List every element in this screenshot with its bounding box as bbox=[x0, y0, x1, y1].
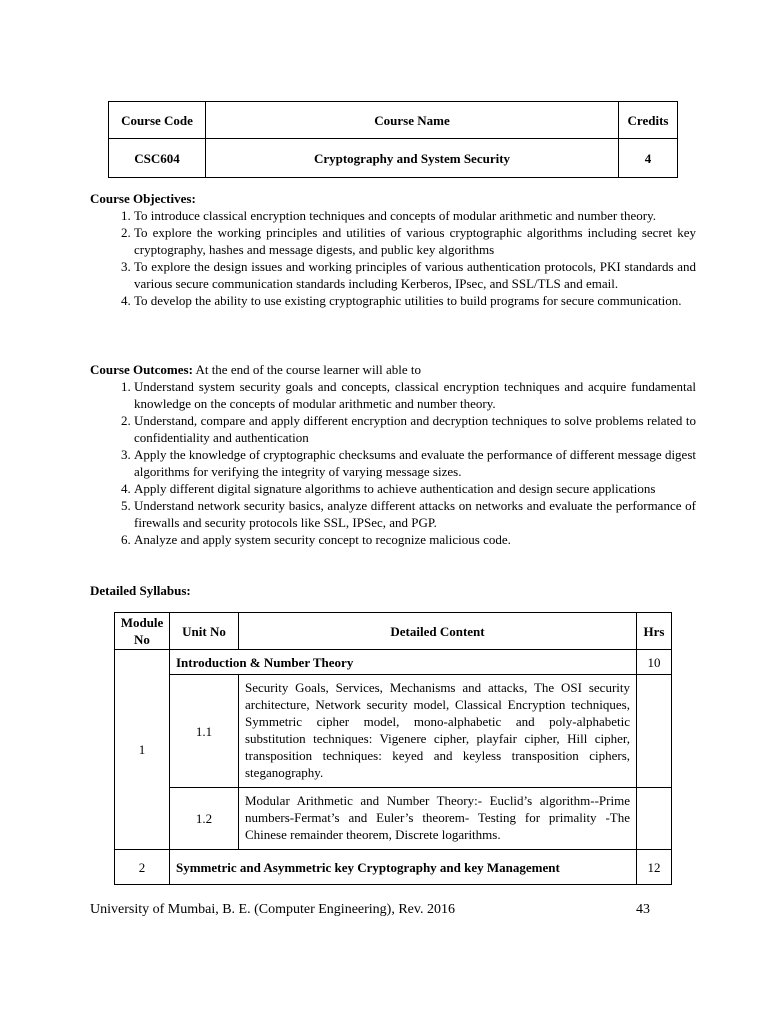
credits-header: Credits bbox=[619, 102, 678, 139]
module-1-no: 1 bbox=[115, 650, 170, 850]
page-footer bbox=[90, 901, 650, 918]
hrs-header: Hrs bbox=[637, 613, 672, 650]
outcome-item: 3. Apply the knowledge of cryptographic checksums and evaluate the performance of different message digest algorithms for verifying the integrity of varying message sizes. bbox=[134, 446, 696, 480]
module-2-no: 2 bbox=[115, 850, 170, 885]
module-no-header: Module No bbox=[115, 613, 170, 650]
outcome-item: 6. Analyze and apply system security concept to recognize malicious code. bbox=[134, 531, 696, 548]
outcomes-heading-line bbox=[90, 361, 696, 378]
course-table bbox=[108, 101, 678, 178]
unit-1-2-hrs bbox=[637, 788, 672, 850]
course-outcomes bbox=[90, 361, 696, 548]
objective-item: 3. To explore the design issues and working principles of various authentication protocols, PKI standards and various secure communication standards including Kerberos, IPsec, and SSL/TLS and email. bbox=[134, 258, 696, 292]
objective-item: 2. To explore the working principles and utilities of various cryptographic algorithms including secret key cryptography, hashes and message digests, and public key algorithms bbox=[134, 224, 696, 258]
detailed-content-header: Detailed Content bbox=[239, 613, 637, 650]
unit-1-2-no: 1.2 bbox=[170, 788, 239, 850]
course-code-header: Course Code bbox=[109, 102, 206, 139]
outcomes-list bbox=[90, 378, 696, 548]
module-2-title: Symmetric and Asymmetric key Cryptography and key Management bbox=[170, 850, 637, 885]
course-code-value: CSC604 bbox=[109, 139, 206, 178]
unit-1-1-hrs bbox=[637, 675, 672, 788]
unit-no-header: Unit No bbox=[170, 613, 239, 650]
course-objectives bbox=[90, 190, 696, 309]
outcome-item: 5. Understand network security basics, analyze different attacks on networks and evaluate the performance of firewalls and security protocols like SSL, IPSec, and PGP. bbox=[134, 497, 696, 531]
objectives-list bbox=[90, 207, 696, 309]
outcome-item: 1. Understand system security goals and concepts, classical encryption techniques and acquire fundamental knowledge on the concepts of modular arithmetic and number theory. bbox=[134, 378, 696, 412]
outcomes-intro: At the end of the course learner will able to bbox=[192, 362, 422, 377]
outcome-item: 4. Apply different digital signature algorithms to achieve authentication and design secure applications bbox=[134, 480, 696, 497]
module-2-hrs: 12 bbox=[637, 850, 672, 885]
objectives-heading: Course Objectives: bbox=[90, 191, 196, 206]
unit-1-1-no: 1.1 bbox=[170, 675, 239, 788]
outcomes-heading: Course Outcomes: bbox=[90, 362, 193, 377]
credits-value: 4 bbox=[619, 139, 678, 178]
page-number: 43 bbox=[636, 902, 650, 917]
unit-1-2-content: Modular Arithmetic and Number Theory:- Euclid’s algorithm--Prime numbers-Fermat’s and Euler’s theorem- Testing for primality -The Chinese remainder theorem, Discrete logarithms. bbox=[239, 788, 637, 850]
footer-text: University of Mumbai, B. E. (Computer Engineering), Rev. 2016 bbox=[90, 902, 455, 917]
outcome-item: 2. Understand, compare and apply different encryption and decryption techniques to solve problems related to confidentiality and authentication bbox=[134, 412, 696, 446]
objective-item: 1. To introduce classical encryption techniques and concepts of modular arithmetic and number theory. bbox=[134, 207, 696, 224]
syllabus-heading: Detailed Syllabus: bbox=[90, 583, 191, 598]
course-name-header: Course Name bbox=[206, 102, 619, 139]
syllabus-table bbox=[114, 612, 672, 885]
objective-item: 4. To develop the ability to use existing cryptographic utilities to build programs for secure communication. bbox=[134, 292, 696, 309]
unit-1-1-content: Security Goals, Services, Mechanisms and attacks, The OSI security architecture, Network security model, Classical Encryption techniques, Symmetric cipher model, mono-alphabetic and poly-alphabetic substitution techniques: Vigenere cipher, playfair cipher, Hill cipher, transposition techniques: keyed and keyless transposition ciphers, steganography. bbox=[239, 675, 637, 788]
course-name-value: Cryptography and System Security bbox=[206, 139, 619, 178]
module-1-hrs: 10 bbox=[637, 650, 672, 675]
module-1-title: Introduction & Number Theory bbox=[170, 650, 637, 675]
